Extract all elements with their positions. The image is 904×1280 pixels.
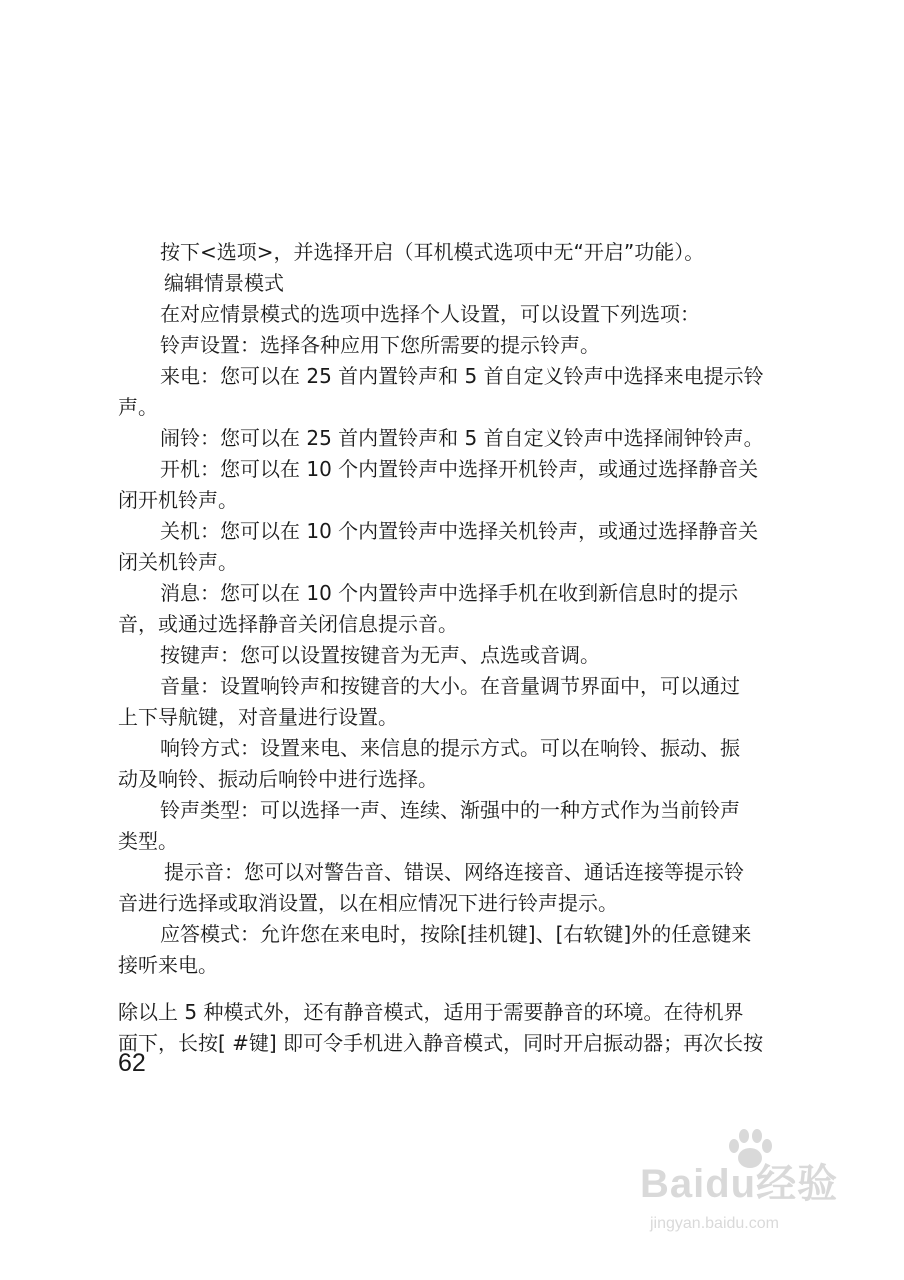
text-line: 关机：您可以在 10 个内置铃声中选择关机铃声，或通过选择静音关 (160, 519, 759, 543)
text-line: 按键声：您可以设置按键音为无声、点选或音调。 (160, 643, 600, 667)
text-line: 面下，长按[ #键] 即可令手机进入静音模式，同时开启振动器；再次长按 (118, 1031, 764, 1055)
text-line: 接听来电。 (118, 953, 218, 977)
section-heading: 编辑情景模式 (164, 271, 284, 295)
text-line: 开机：您可以在 10 个内置铃声中选择开机铃声，或通过选择静音关 (160, 457, 759, 481)
text-line: 响铃方式：设置来电、来信息的提示方式。可以在响铃、振动、振 (160, 736, 740, 760)
text-line: 铃声设置：选择各种应用下您所需要的提示铃声。 (160, 333, 600, 357)
text-line: 音量：设置响铃声和按键音的大小。在音量调节界面中，可以通过 (160, 674, 740, 698)
text-line: 提示音：您可以对警告音、错误、网络连接音、通话连接等提示铃 (164, 860, 744, 884)
text-line: 来电：您可以在 25 首内置铃声和 5 首自定义铃声中选择来电提示铃 (160, 364, 764, 388)
text-line: 闭关机铃声。 (118, 550, 238, 574)
text-line: 音，或通过选择静音关闭信息提示音。 (118, 612, 458, 636)
text-line: 上下导航键，对音量进行设置。 (118, 705, 398, 729)
watermark-brand: Baidu经验 (640, 1162, 839, 1206)
watermark (632, 1128, 892, 1258)
text-line: 在对应情景模式的选项中选择个人设置，可以设置下列选项： (160, 302, 700, 326)
text-line: 应答模式：允许您在来电时，按除[挂机键]、[右软键]外的任意键来 (160, 922, 752, 946)
text-line: 除以上 5 种模式外，还有静音模式，适用于需要静音的环境。在待机界 (118, 1000, 744, 1024)
watermark-url: jingyan.baidu.com (650, 1215, 779, 1232)
text-line: 动及响铃、振动后响铃中进行选择。 (118, 767, 438, 791)
text-line: 铃声类型：可以选择一声、连续、渐强中的一种方式作为当前铃声 (160, 798, 740, 822)
text-line: 闭开机铃声。 (118, 488, 238, 512)
text-line: 类型。 (118, 829, 178, 853)
text-line: 音进行选择或取消设置，以在相应情况下进行铃声提示。 (118, 891, 618, 915)
text-line: 声。 (118, 395, 158, 419)
text-line: 消息：您可以在 10 个内置铃声中选择手机在收到新信息时的提示 (160, 581, 739, 605)
text-line: 按下<选项>，并选择开启（耳机模式选项中无“开启”功能）。 (160, 240, 705, 264)
text-line: 闹铃：您可以在 25 首内置铃声和 5 首自定义铃声中选择闹钟铃声。 (160, 426, 764, 450)
page-number: 62 (118, 1049, 146, 1077)
